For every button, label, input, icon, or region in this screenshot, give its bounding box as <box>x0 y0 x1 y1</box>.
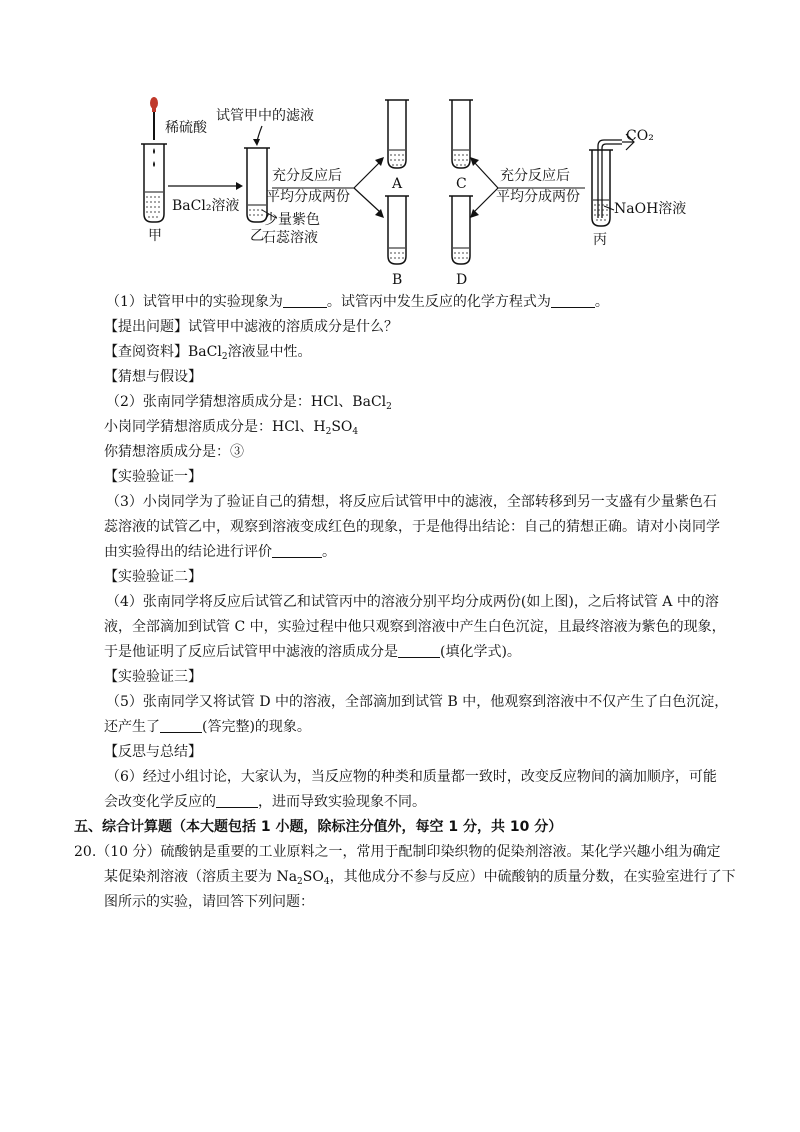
test-tube-C <box>449 100 473 168</box>
question-6-line1: （6）经过小组讨论，大家认为，当反应物的种类和质量都一致时，改变反应物间的滴加顺序，可能 <box>106 769 717 785</box>
question-3-line1: （3）小岗同学为了验证自己的猜想，将反应后试管甲中的滤液，全部转移到另一支盛有少量紫色石 <box>106 494 717 510</box>
verify-3-heading: 【实验验证三】 <box>104 669 202 685</box>
question-1: （1）试管甲中的实验现象为 。试管丙中发生反应的化学方程式为 。 <box>106 294 609 310</box>
verify-1-heading: 【实验验证一】 <box>104 469 202 485</box>
verify-2-heading: 【实验验证二】 <box>104 569 202 585</box>
question-3-line2: 蕊溶液的试管乙中，观察到溶液变成红色的现象，于是他得出结论：自己的猜想正确。请对小岗同学 <box>104 519 720 535</box>
split-arrows-left <box>272 157 384 218</box>
question-20-line1: 20.（10 分）硫酸钠是重要的工业原料之一，常用于配制印染织物的促染剂溶液。某化学兴趣小组为确定 <box>74 844 721 860</box>
label-react-left-line1: 充分反应后 <box>272 168 342 184</box>
test-tube-bing <box>589 150 613 226</box>
dropper-icon <box>150 97 158 140</box>
label-tube-A: A <box>392 176 403 192</box>
answer-blank <box>398 643 440 658</box>
answer-blank <box>160 718 202 733</box>
test-tube-D <box>449 196 473 264</box>
raise-question-heading: 【提出问题】试管甲中滤液的溶质成分是什么？ <box>104 319 398 335</box>
label-tube-C: C <box>456 176 467 192</box>
answer-blank <box>551 293 595 308</box>
test-tube-yi <box>244 148 270 222</box>
label-filtrate: 试管甲中的滤液 <box>216 108 314 124</box>
label-tube-jia: 甲 <box>148 228 162 244</box>
label-litmus-line1: 少量紫色 <box>264 212 320 228</box>
label-litmus-line2: 石蕊溶液 <box>262 230 318 246</box>
test-tube-A <box>385 100 409 168</box>
question-5-line1: （5）张南同学又将试管 D 中的溶液，全部滴加到试管 B 中，他观察到溶液中不仅产生了白色沉淀， <box>106 694 729 710</box>
label-naoh: NaOH溶液 <box>614 201 687 217</box>
label-co2: CO₂ <box>626 128 654 144</box>
question-2-xiaogang: 小岗同学猜想溶质成分是：HCl、$H_2SO_4$ <box>104 419 359 437</box>
answer-blank <box>283 293 327 308</box>
apparatus-figure <box>0 0 800 300</box>
question-5-line2: 还产生了 (答完整)的现象。 <box>104 719 311 735</box>
split-arrows-right <box>470 157 585 218</box>
label-tube-yi: 乙 <box>250 228 264 244</box>
label-tube-B: B <box>392 272 403 288</box>
hypothesis-heading: 【猜想与假设】 <box>104 369 202 385</box>
question-2-zhangnan: （2）张南同学猜想溶质成分是：HCl、BaCl$_2$ <box>106 394 392 412</box>
label-react-right-line2: 平均分成两份 <box>496 189 580 205</box>
question-2-you: 你猜想溶质成分是：③ <box>104 444 244 460</box>
lookup-info: 【查阅资料】BaCl$_2$溶液显中性。 <box>104 344 312 362</box>
test-tube-jia <box>141 144 167 222</box>
question-4-line2: 液，全部滴加到试管 C 中，实验过程中他只观察到溶液中产生白色沉淀，且最终溶液为紫色的现象， <box>104 619 726 635</box>
answer-blank <box>216 793 258 808</box>
question-3-line3: 由实验得出的结论进行评价 。 <box>104 544 336 560</box>
label-tube-D: D <box>456 272 468 288</box>
test-tube-B <box>385 196 409 264</box>
label-bacl2-solution: BaCl₂溶液 <box>172 198 240 214</box>
answer-blank <box>272 543 322 558</box>
label-react-left-line2: 平均分成两份 <box>266 189 350 205</box>
question-4-line3: 于是他证明了反应后试管甲中滤液的溶质成分是 (填化学式)。 <box>104 644 521 660</box>
label-tube-bing: 丙 <box>593 232 607 248</box>
label-react-right-line1: 充分反应后 <box>500 168 570 184</box>
question-20-line3: 图所示的实验，请回答下列问题： <box>104 894 314 910</box>
arrow-jia-to-yi <box>168 182 243 190</box>
reflect-heading: 【反思与总结】 <box>104 744 202 760</box>
label-dropper-acid: 稀硫酸 <box>165 120 207 136</box>
section-5-heading: 五、综合计算题（本大题包括 1 小题，除标注分值外，每空 1 分，共 10 分） <box>74 819 563 835</box>
question-6-line2: 会改变化学反应的 ，进而导致实验现象不同。 <box>104 794 426 810</box>
droplet-icon <box>153 148 155 167</box>
question-20-line2: 某促染剂溶液（溶质主要为 $Na_2SO_4$，其他成分不参与反应）中硫酸钠的质量分数，在实验室进行了下 <box>104 869 736 887</box>
question-4-line1: （4）张南同学将反应后试管乙和试管丙中的溶液分别平均分成两份(如上图)，之后将试管 A 中的溶 <box>106 594 719 610</box>
